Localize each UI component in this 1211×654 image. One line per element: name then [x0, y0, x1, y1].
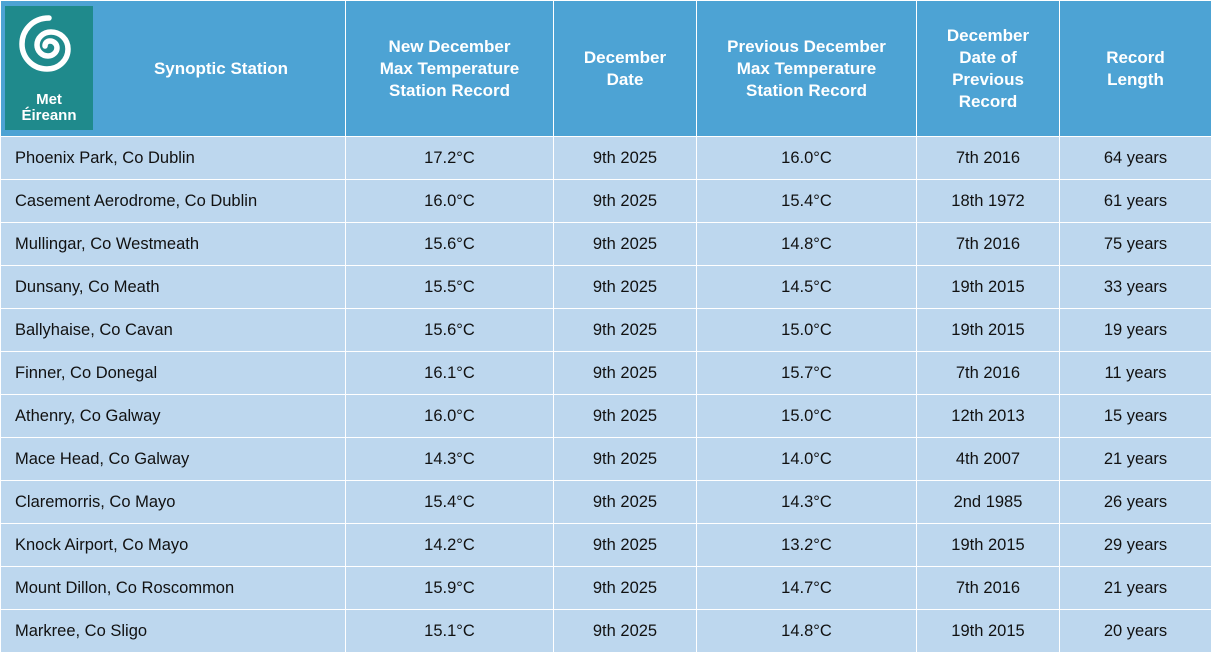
cell-previous-date: 19th 2015 [917, 266, 1060, 309]
header-cell-new-record [346, 1, 554, 137]
table-body [1, 137, 1211, 653]
cell-previous-date: 19th 2015 [917, 610, 1060, 653]
cell-previous-record: 15.0°C [697, 309, 917, 352]
header-line-3: Previous [952, 69, 1024, 89]
cell-new-record: 16.0°C [346, 180, 554, 223]
table-row [1, 266, 1211, 309]
met-eireann-logo [1, 2, 97, 130]
cell-previous-record: 14.5°C [697, 266, 917, 309]
cell-new-record: 16.1°C [346, 352, 554, 395]
cell-record-length: 61 years [1060, 180, 1211, 223]
cell-station: Markree, Co Sligo [1, 610, 346, 653]
cell-new-record: 15.6°C [346, 309, 554, 352]
cell-new-record: 15.1°C [346, 610, 554, 653]
cell-previous-record: 14.8°C [697, 223, 917, 266]
cell-previous-date: 18th 1972 [917, 180, 1060, 223]
header-line-2: Max Temperature [379, 58, 520, 78]
cell-station: Claremorris, Co Mayo [1, 481, 346, 524]
table-row [1, 223, 1211, 266]
logo-wordmark [1, 92, 97, 124]
header-line-4: Record [958, 91, 1018, 111]
cell-new-record: 15.4°C [346, 481, 554, 524]
cell-date: 9th 2025 [554, 610, 697, 653]
cell-date: 9th 2025 [554, 223, 697, 266]
cell-record-length: 29 years [1060, 524, 1211, 567]
cell-previous-record: 14.3°C [697, 481, 917, 524]
cell-new-record: 15.9°C [346, 567, 554, 610]
cell-record-length: 20 years [1060, 610, 1211, 653]
cell-station: Ballyhaise, Co Cavan [1, 309, 346, 352]
cell-date: 9th 2025 [554, 524, 697, 567]
cell-date: 9th 2025 [554, 438, 697, 481]
cell-previous-date: 2nd 1985 [917, 481, 1060, 524]
cell-date: 9th 2025 [554, 567, 697, 610]
cell-date: 9th 2025 [554, 180, 697, 223]
cell-previous-date: 7th 2016 [917, 352, 1060, 395]
cell-previous-record: 16.0°C [697, 137, 917, 180]
cell-new-record: 15.5°C [346, 266, 554, 309]
cell-previous-date: 19th 2015 [917, 524, 1060, 567]
cell-previous-date: 19th 2015 [917, 309, 1060, 352]
header-cell-date [554, 1, 697, 137]
cell-date: 9th 2025 [554, 481, 697, 524]
cell-previous-record: 14.0°C [697, 438, 917, 481]
header-line-2: Max Temperature [736, 58, 877, 78]
cell-station: Athenry, Co Galway [1, 395, 346, 438]
header-line-3: Station Record [746, 80, 867, 100]
table-row [1, 524, 1211, 567]
table-row [1, 610, 1211, 653]
header-line-1: New December [388, 36, 511, 56]
cell-record-length: 64 years [1060, 137, 1211, 180]
table-row [1, 137, 1211, 180]
cell-station: Knock Airport, Co Mayo [1, 524, 346, 567]
cell-previous-date: 7th 2016 [917, 567, 1060, 610]
table-row [1, 567, 1211, 610]
cell-record-length: 11 years [1060, 352, 1211, 395]
logo-line-1: Met [36, 90, 62, 108]
cell-record-length: 26 years [1060, 481, 1211, 524]
cell-date: 9th 2025 [554, 395, 697, 438]
header-line-1: December [583, 47, 667, 67]
cell-previous-date: 7th 2016 [917, 223, 1060, 266]
header-line-2: Length [1107, 69, 1164, 89]
cell-date: 9th 2025 [554, 266, 697, 309]
table-row [1, 180, 1211, 223]
cell-station: Dunsany, Co Meath [1, 266, 346, 309]
table-header [1, 1, 1211, 137]
cell-record-length: 19 years [1060, 309, 1211, 352]
cell-previous-date: 4th 2007 [917, 438, 1060, 481]
table-row [1, 438, 1211, 481]
cell-previous-record: 14.8°C [697, 610, 917, 653]
header-line-2: Date [606, 69, 644, 89]
header-cell-previous-date [917, 1, 1060, 137]
table-row [1, 309, 1211, 352]
cell-new-record: 17.2°C [346, 137, 554, 180]
header-cell-record-length [1060, 1, 1211, 137]
cell-date: 9th 2025 [554, 309, 697, 352]
header-line-1: December [946, 25, 1030, 45]
header-row [1, 1, 1211, 137]
header-cell-previous-record [697, 1, 917, 137]
table-row [1, 395, 1211, 438]
cell-previous-date: 12th 2013 [917, 395, 1060, 438]
header-cell-station [1, 1, 346, 137]
cell-new-record: 16.0°C [346, 395, 554, 438]
table-row [1, 481, 1211, 524]
cell-record-length: 15 years [1060, 395, 1211, 438]
cell-previous-record: 14.7°C [697, 567, 917, 610]
cell-date: 9th 2025 [554, 352, 697, 395]
header-line-1: Record [1106, 47, 1165, 67]
cell-previous-date: 7th 2016 [917, 137, 1060, 180]
table-row [1, 352, 1211, 395]
cell-station: Casement Aerodrome, Co Dublin [1, 180, 346, 223]
cell-previous-record: 15.4°C [697, 180, 917, 223]
cell-station: Finner, Co Donegal [1, 352, 346, 395]
cell-record-length: 21 years [1060, 567, 1211, 610]
logo-line-2: Éireann [21, 106, 77, 124]
header-line-2: Date of [959, 47, 1017, 67]
cell-record-length: 21 years [1060, 438, 1211, 481]
header-label-station: Synoptic Station [153, 58, 289, 78]
cell-new-record: 14.2°C [346, 524, 554, 567]
cell-station: Mace Head, Co Galway [1, 438, 346, 481]
cell-previous-record: 15.0°C [697, 395, 917, 438]
cell-record-length: 33 years [1060, 266, 1211, 309]
spiral-icon [18, 14, 80, 76]
cell-previous-record: 13.2°C [697, 524, 917, 567]
cell-station: Phoenix Park, Co Dublin [1, 137, 346, 180]
cell-date: 9th 2025 [554, 137, 697, 180]
cell-station: Mullingar, Co Westmeath [1, 223, 346, 266]
cell-new-record: 14.3°C [346, 438, 554, 481]
cell-previous-record: 15.7°C [697, 352, 917, 395]
cell-station: Mount Dillon, Co Roscommon [1, 567, 346, 610]
cell-record-length: 75 years [1060, 223, 1211, 266]
header-line-1: Previous December [727, 36, 886, 56]
header-line-3: Station Record [389, 80, 510, 100]
cell-new-record: 15.6°C [346, 223, 554, 266]
